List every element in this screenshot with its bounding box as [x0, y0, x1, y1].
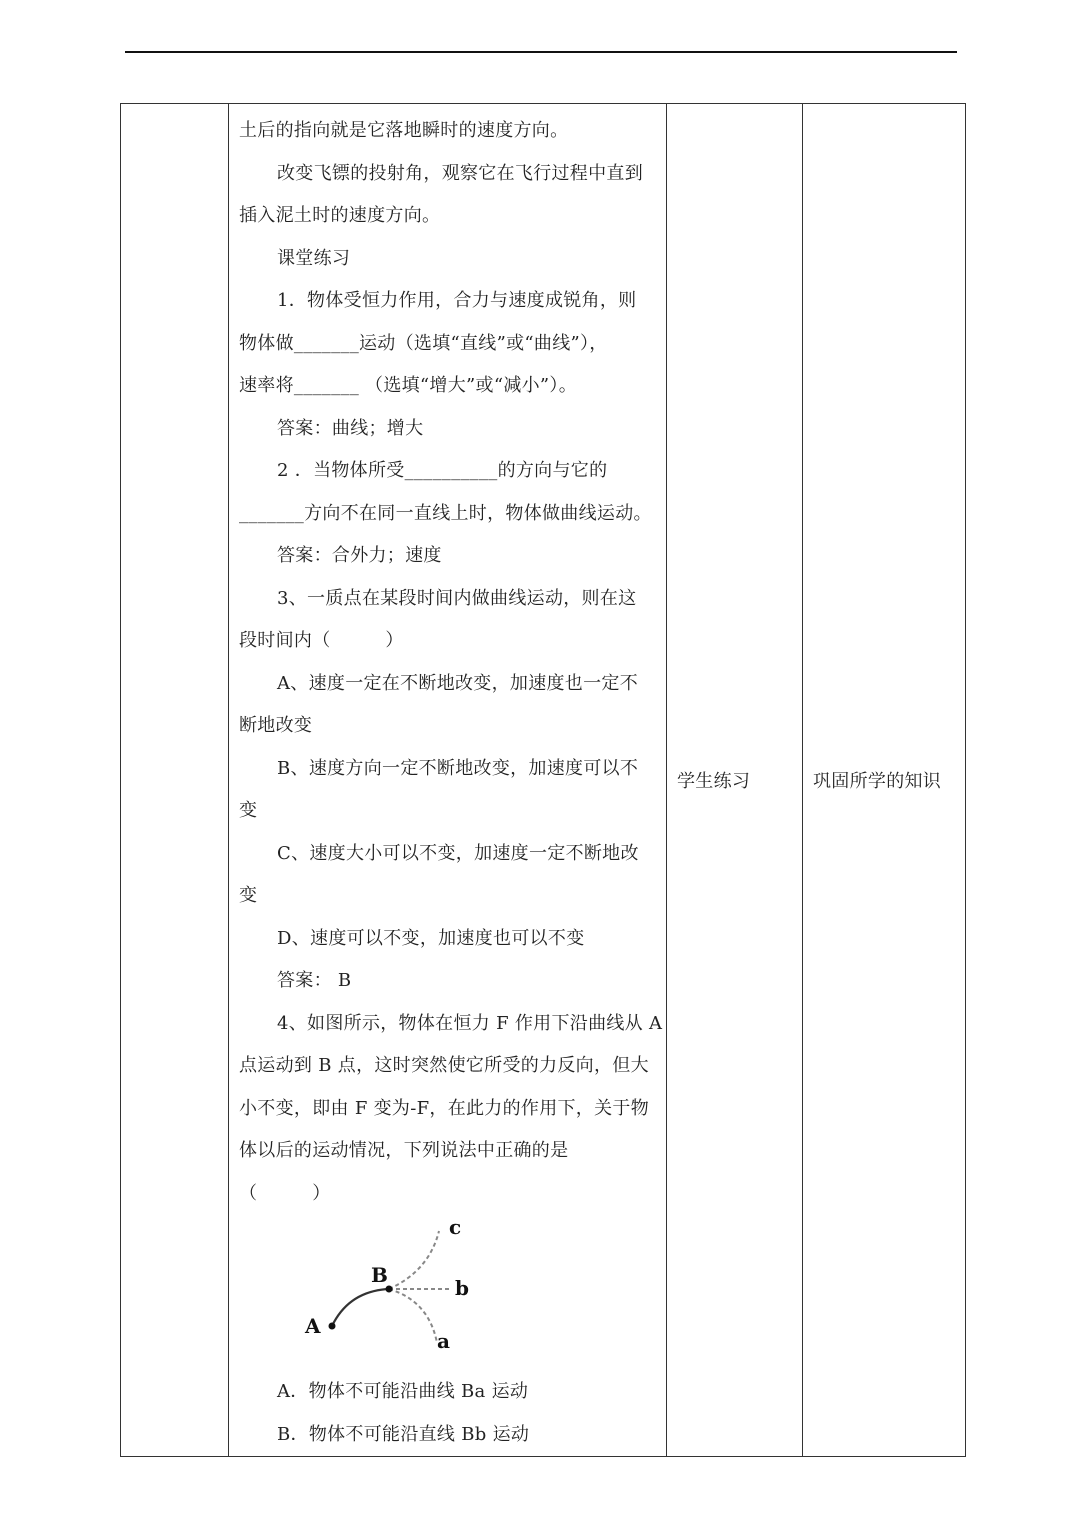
question-4-blank: （ ） — [239, 1182, 331, 1204]
question-1-line: 物体做_______运动（选填“直线”或“曲线”）， — [239, 332, 608, 354]
label-c: c — [449, 1215, 462, 1239]
design-intent-text: 巩固所学的知识 — [813, 771, 942, 792]
option-b: B、速度方向一定不断地改变，加速度可以不 — [277, 757, 639, 779]
answer-1: 答案：曲线；增大 — [277, 417, 424, 439]
section-heading: 课堂练习 — [277, 247, 351, 269]
question-4-line: 小不变，即由 F 变为-F，在此力的作用下，关于物 — [239, 1097, 650, 1119]
question-2: 2 ．当物体所受__________的方向与它的 — [277, 460, 608, 481]
trajectory-figure — [279, 1215, 539, 1371]
question-4-line: 点运动到 B 点，这时突然使它所受的力反向，但大 — [239, 1055, 649, 1076]
option-a-cont: 断地改变 — [239, 715, 313, 736]
content-line: 改变飞镖的投射角，观察它在飞行过程中直到 — [277, 162, 643, 184]
question-1-line: 速率将_______ （选填“增大”或“减小”）。 — [239, 375, 578, 396]
label-b: b — [455, 1276, 469, 1300]
table-row — [121, 104, 966, 1457]
answer-3: 答案： B — [277, 970, 352, 991]
label-a: a — [437, 1329, 450, 1353]
option-b-cont: 变 — [239, 800, 258, 821]
trajectory-diagram — [279, 1221, 539, 1371]
design-intent-cell — [803, 104, 966, 1457]
lesson-table — [120, 103, 966, 1457]
label-A: A — [305, 1314, 321, 1338]
label-B: B — [371, 1263, 388, 1287]
option-a: A、速度一定在不断地改变，加速度也一定不 — [277, 672, 638, 694]
answer-2: 答案：合外力；速度 — [277, 545, 442, 566]
question-1: 1．物体受恒力作用，合力与速度成锐角，则 — [277, 290, 637, 311]
option-c: C、速度大小可以不变，加速度一定不断地改 — [277, 842, 639, 864]
teaching-content-cell — [229, 104, 667, 1457]
question-3: 3、一质点在某段时间内做曲线运动，则在这 — [277, 587, 637, 609]
question-2-line: _______方向不在同一直线上时，物体做曲线运动。 — [239, 502, 652, 524]
figure-option-a: A．物体不可能沿曲线 Ba 运动 — [277, 1381, 529, 1402]
header-rule — [125, 51, 957, 53]
student-activity-cell — [667, 104, 803, 1457]
option-c-cont: 变 — [239, 885, 258, 906]
question-4: 4、如图所示，物体在恒力 F 作用下沿曲线从 A — [277, 1012, 663, 1034]
content-line: 插入泥土时的速度方向。 — [239, 205, 441, 226]
question-3-line: 段时间内（ ） — [239, 630, 404, 651]
student-activity-text: 学生练习 — [677, 771, 751, 792]
stage-cell — [121, 104, 229, 1457]
figure-option-b: B．物体不可能沿直线 Bb 运动 — [277, 1423, 530, 1445]
question-4-line: 体以后的运动情况，下列说法中正确的是 — [239, 1140, 569, 1161]
option-d: D、速度可以不变，加速度也可以不变 — [277, 927, 585, 949]
content-line: 土后的指向就是它落地瞬时的速度方向。 — [239, 120, 569, 141]
